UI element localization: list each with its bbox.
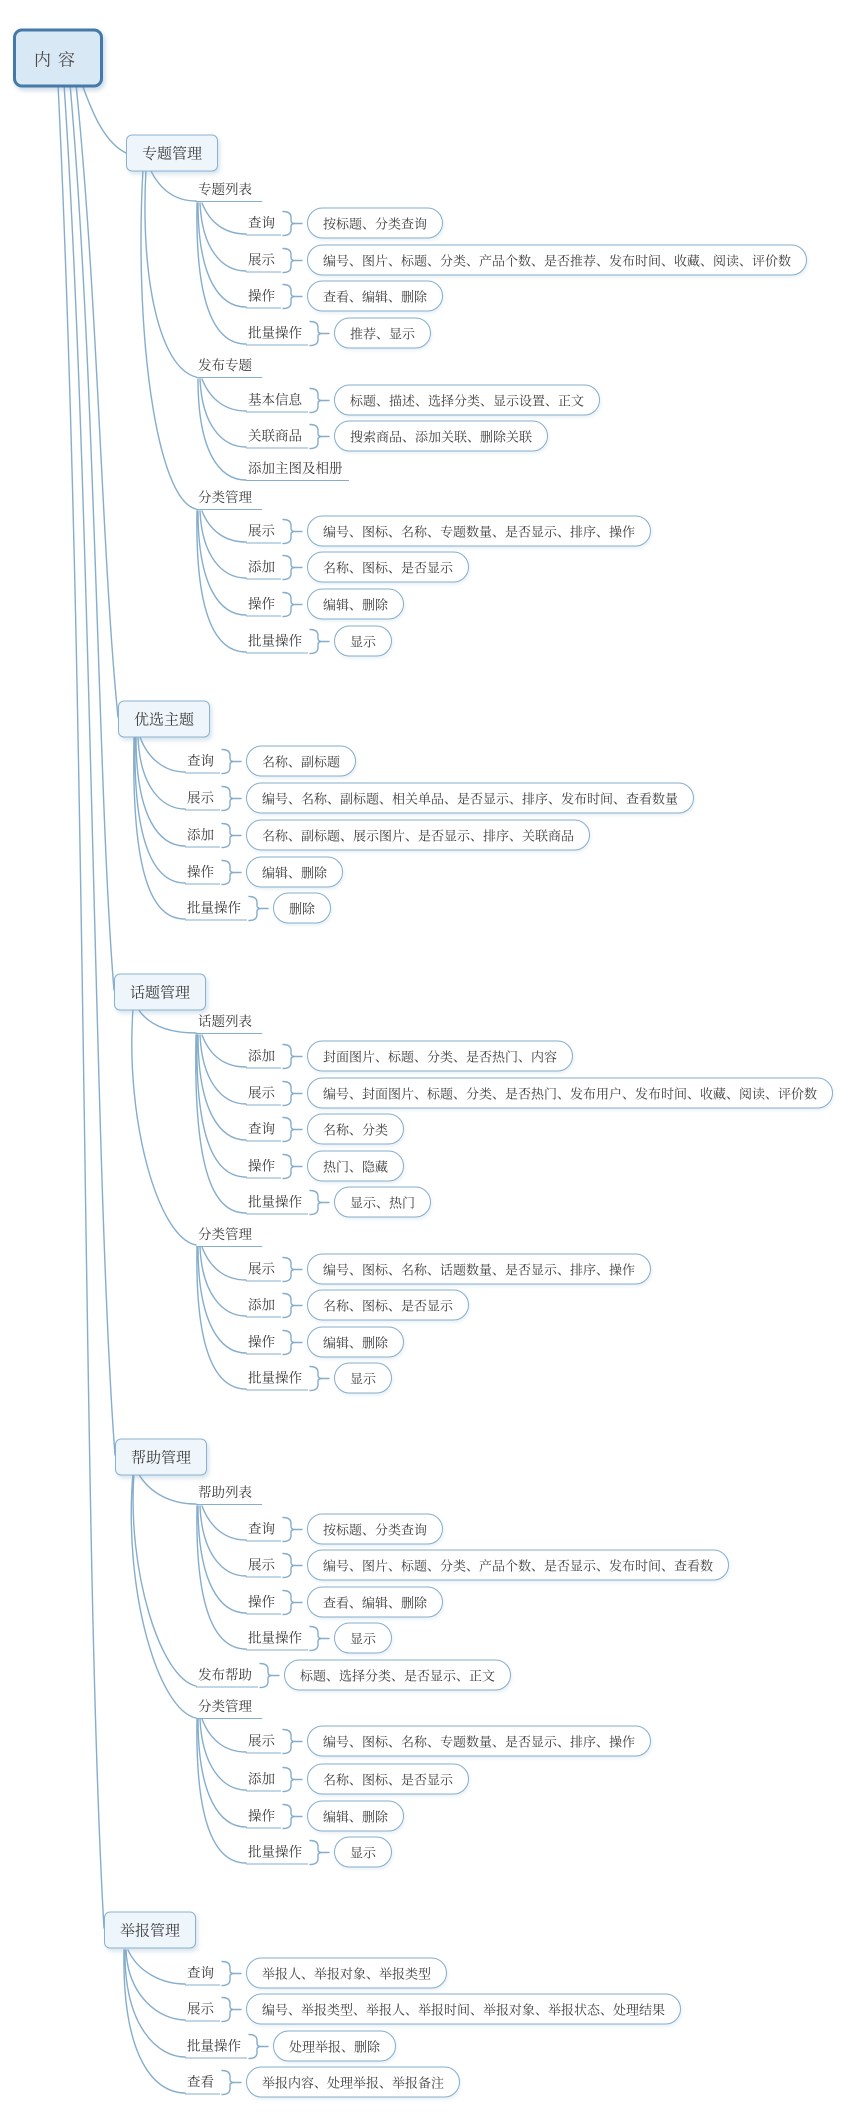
branch-node-report-management[interactable] (104, 1912, 196, 1949)
row-label[interactable]: 发布帮助 (196, 1663, 258, 1687)
brace-icon (221, 857, 243, 887)
detail-bubble[interactable]: 显示 (334, 1623, 392, 1654)
brace-icon (282, 281, 304, 311)
detail-row (185, 2031, 396, 2062)
brace-icon (259, 1660, 281, 1690)
brace-icon (221, 746, 243, 776)
branch-node-help-management[interactable] (115, 1439, 207, 1476)
brace-icon (309, 1837, 331, 1867)
detail-row (246, 1514, 443, 1545)
brace-icon (282, 1726, 304, 1756)
brace-icon (309, 421, 331, 451)
detail-bubble[interactable]: 编号、图片、标题、分类、产品个数、是否推荐、发布时间、收藏、阅读、评价数 (307, 245, 807, 276)
detail-row (185, 1958, 447, 1989)
brace-icon (282, 516, 304, 546)
row-label[interactable]: 操作 (246, 592, 281, 616)
row-label[interactable]: 添加 (246, 1767, 281, 1791)
detail-row (246, 385, 600, 416)
detail-row (185, 857, 343, 888)
detail-bubble[interactable]: 显示 (334, 1363, 392, 1394)
detail-row (246, 1327, 404, 1358)
detail-row (246, 1114, 404, 1145)
row-label[interactable]: 批量操作 (246, 1190, 308, 1214)
detail-row (246, 1587, 443, 1618)
detail-bubble[interactable]: 名称、副标题、展示图片、是否显示、排序、关联商品 (246, 820, 590, 851)
detail-bubble[interactable]: 封面图片、标题、分类、是否热门、内容 (307, 1041, 573, 1072)
detail-bubble[interactable]: 名称、图标、是否显示 (307, 1290, 469, 1321)
brace-icon (282, 245, 304, 275)
detail-row (246, 552, 469, 583)
brace-icon (282, 1151, 304, 1181)
detail-bubble[interactable]: 按标题、分类查询 (307, 1514, 443, 1545)
brace-icon (282, 1078, 304, 1108)
group-label-publish-topic[interactable]: 发布专题 (196, 354, 262, 378)
detail-bubble[interactable]: 举报人、举报对象、举报类型 (246, 1958, 447, 1989)
detail-bubble[interactable]: 处理举报、删除 (273, 2031, 396, 2062)
group-label-category-management[interactable]: 分类管理 (196, 486, 262, 510)
branch-label: 优选主题 (134, 711, 195, 729)
row-label[interactable]: 查询 (246, 1117, 281, 1141)
brace-icon (221, 1958, 243, 1988)
detail-row (246, 1254, 651, 1285)
detail-row (246, 421, 548, 452)
row-label[interactable]: 操作 (246, 1330, 281, 1354)
detail-row (185, 746, 356, 777)
row-label[interactable]: 展示 (185, 1997, 220, 2021)
detail-bubble[interactable]: 标题、描述、选择分类、显示设置、正文 (334, 385, 600, 416)
brace-icon (282, 1327, 304, 1357)
branch-label: 帮助管理 (131, 1449, 192, 1467)
group-label-category-management[interactable]: 分类管理 (196, 1695, 262, 1719)
row-label[interactable]: 批量操作 (185, 896, 247, 920)
detail-bubble[interactable]: 查看、编辑、删除 (307, 281, 443, 312)
detail-bubble[interactable]: 编号、举报类型、举报人、举报时间、举报对象、举报状态、处理结果 (246, 1994, 681, 2025)
detail-bubble[interactable]: 热门、隐藏 (307, 1151, 404, 1182)
detail-row (185, 1994, 681, 2025)
detail-row (185, 783, 694, 814)
row-label[interactable]: 查询 (246, 211, 281, 235)
brace-icon (309, 385, 331, 415)
row-label[interactable]: 添加 (185, 823, 220, 847)
row-label[interactable]: 操作 (246, 1804, 281, 1828)
detail-row (246, 1151, 404, 1182)
detail-bubble[interactable]: 按标题、分类查询 (307, 208, 443, 239)
brace-icon (309, 626, 331, 656)
row-label[interactable]: 查询 (185, 749, 220, 773)
detail-row (246, 516, 651, 547)
brace-icon (282, 1254, 304, 1284)
branch-label: 话题管理 (130, 984, 191, 1002)
brace-icon (309, 1623, 331, 1653)
row-label[interactable]: 操作 (185, 860, 220, 884)
row-label[interactable]: 查看 (185, 2070, 220, 2094)
row-label[interactable]: 操作 (246, 1154, 281, 1178)
detail-row (246, 281, 443, 312)
group-row-publish-help (196, 1660, 511, 1691)
detail-bubble[interactable]: 编辑、删除 (307, 589, 404, 620)
detail-row (246, 1187, 431, 1218)
root-node-content[interactable] (13, 29, 103, 88)
detail-bubble[interactable]: 编号、图标、名称、专题数量、是否显示、排序、操作 (307, 1726, 651, 1757)
row-label[interactable]: 批量操作 (185, 2034, 247, 2058)
detail-row (246, 626, 392, 657)
brace-icon (282, 1041, 304, 1071)
brace-icon (248, 893, 270, 923)
detail-row (185, 893, 331, 924)
brace-icon (221, 783, 243, 813)
detail-row (185, 2067, 460, 2098)
detail-bubble[interactable]: 编号、封面图片、标题、分类、是否热门、发布用户、发布时间、收藏、阅读、评价数 (307, 1078, 833, 1109)
detail-bubble[interactable]: 名称、分类 (307, 1114, 404, 1145)
row-label[interactable]: 展示 (246, 519, 281, 543)
brace-icon (282, 589, 304, 619)
detail-bubble[interactable]: 编号、图片、标题、分类、产品个数、是否显示、发布时间、查看数 (307, 1550, 729, 1581)
brace-icon (282, 1764, 304, 1794)
row-label[interactable]: 查询 (185, 1961, 220, 1985)
branch-label: 举报管理 (120, 1922, 181, 1940)
row-label[interactable]: 展示 (246, 1553, 281, 1577)
detail-row (246, 1726, 651, 1757)
brace-icon (282, 552, 304, 582)
detail-row (246, 1290, 469, 1321)
brace-icon (282, 1114, 304, 1144)
detail-row (246, 589, 404, 620)
row-label[interactable]: 添加 (246, 1293, 281, 1317)
row-label[interactable]: 添加 (246, 555, 281, 579)
detail-row (246, 1801, 404, 1832)
group-label-category-management[interactable]: 分类管理 (196, 1223, 262, 1247)
row-label[interactable]: 查询 (246, 1517, 281, 1541)
group-label-topic-list[interactable]: 话题列表 (196, 1010, 262, 1034)
detail-bubble[interactable]: 举报内容、处理举报、举报备注 (246, 2067, 460, 2098)
brace-icon (282, 1514, 304, 1544)
branch-label: 专题管理 (142, 145, 203, 163)
detail-row (246, 1837, 392, 1868)
group-label-topic-list[interactable]: 专题列表 (196, 178, 262, 202)
detail-bubble[interactable]: 编号、图标、名称、专题数量、是否显示、排序、操作 (307, 516, 651, 547)
row-label[interactable]: 展示 (246, 1257, 281, 1281)
detail-bubble[interactable]: 显示 (334, 626, 392, 657)
brace-icon (282, 1290, 304, 1320)
detail-row (246, 245, 807, 276)
branch-node-preferred-themes[interactable] (118, 701, 210, 738)
detail-bubble[interactable]: 查看、编辑、删除 (307, 1587, 443, 1618)
detail-bubble[interactable]: 编辑、删除 (307, 1327, 404, 1358)
brace-icon (221, 2067, 243, 2097)
detail-row (185, 820, 590, 851)
detail-row (246, 1363, 392, 1394)
detail-row (246, 1550, 729, 1581)
row-label[interactable]: 展示 (246, 1081, 281, 1105)
row-label[interactable]: 批量操作 (246, 321, 308, 345)
detail-bubble[interactable]: 编辑、删除 (246, 857, 343, 888)
detail-row (246, 1078, 833, 1109)
brace-icon (221, 1994, 243, 2024)
row-label[interactable]: 展示 (185, 786, 220, 810)
detail-bubble[interactable]: 显示 (334, 1837, 392, 1868)
detail-bubble[interactable]: 推荐、显示 (334, 318, 431, 349)
detail-bubble[interactable]: 名称、图标、是否显示 (307, 1764, 469, 1795)
brace-icon (309, 318, 331, 348)
row-label[interactable]: 添加 (246, 1044, 281, 1068)
detail-bubble[interactable]: 编辑、删除 (307, 1801, 404, 1832)
detail-bubble[interactable]: 编号、名称、副标题、相关单品、是否显示、排序、发布时间、查看数量 (246, 783, 694, 814)
group-label-help-list[interactable]: 帮助列表 (196, 1481, 262, 1505)
detail-row (246, 457, 349, 481)
branch-node-special-topic-management[interactable] (126, 135, 218, 172)
row-label[interactable]: 基本信息 (246, 388, 308, 412)
detail-bubble[interactable]: 名称、副标题 (246, 746, 356, 777)
row-label[interactable]: 添加主图及相册 (246, 457, 349, 481)
root-label: 内容 (34, 50, 82, 70)
row-label[interactable]: 批量操作 (246, 1840, 308, 1864)
brace-icon (282, 1587, 304, 1617)
row-label[interactable]: 批量操作 (246, 629, 308, 653)
brace-icon (248, 2031, 270, 2061)
brace-icon (282, 208, 304, 238)
row-label[interactable]: 操作 (246, 284, 281, 308)
detail-row (246, 1041, 573, 1072)
row-label[interactable]: 展示 (246, 248, 281, 272)
detail-bubble[interactable]: 名称、图标、是否显示 (307, 552, 469, 583)
detail-row (246, 208, 443, 239)
detail-row (246, 318, 431, 349)
row-label[interactable]: 关联商品 (246, 424, 308, 448)
detail-row (246, 1623, 392, 1654)
brace-icon (309, 1187, 331, 1217)
brace-icon (282, 1550, 304, 1580)
brace-icon (282, 1801, 304, 1831)
row-label[interactable]: 批量操作 (246, 1366, 308, 1390)
branch-node-topic-management[interactable] (114, 974, 206, 1011)
brace-icon (221, 820, 243, 850)
detail-row (246, 1764, 469, 1795)
brace-icon (309, 1363, 331, 1393)
detail-bubble[interactable]: 搜索商品、添加关联、删除关联 (334, 421, 548, 452)
row-label[interactable]: 批量操作 (246, 1626, 308, 1650)
detail-bubble[interactable]: 删除 (273, 893, 331, 924)
detail-bubble[interactable]: 编号、图标、名称、话题数量、是否显示、排序、操作 (307, 1254, 651, 1285)
detail-bubble[interactable]: 显示、热门 (334, 1187, 431, 1218)
row-label[interactable]: 展示 (246, 1729, 281, 1753)
detail-bubble[interactable]: 标题、选择分类、是否显示、正文 (284, 1660, 511, 1691)
row-label[interactable]: 操作 (246, 1590, 281, 1614)
